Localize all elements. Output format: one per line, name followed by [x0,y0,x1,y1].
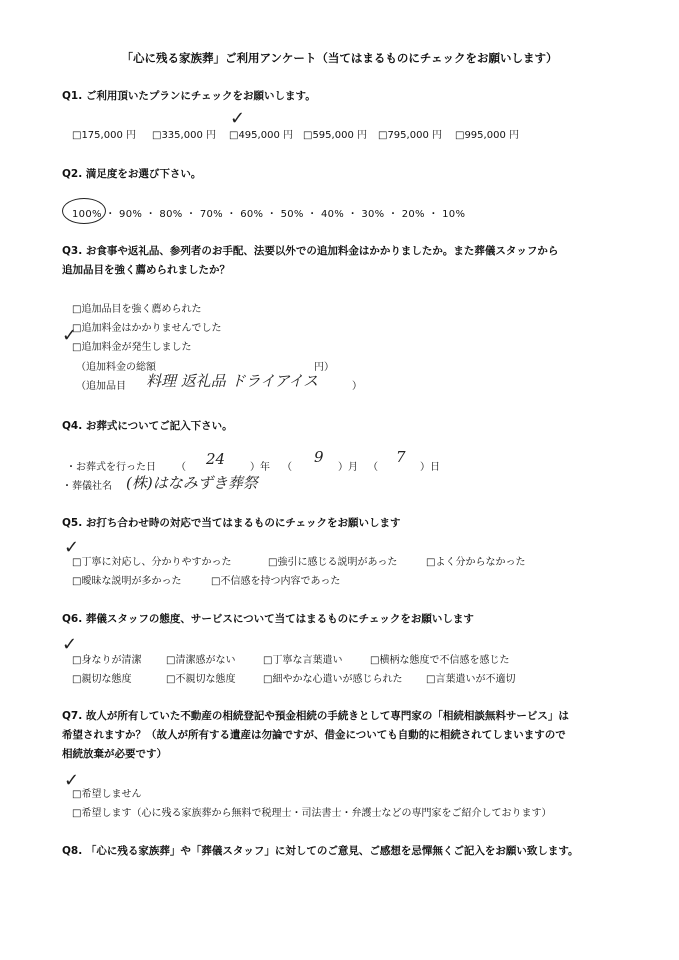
checkmark-icon: ✓ [64,537,80,558]
q5-option-distrust[interactable]: □不信感を持つ内容であった [211,576,341,587]
q6-option-considerate[interactable]: □細やかな心遣いが感じられた [263,674,403,685]
checkmark-icon: ✓ [64,770,80,791]
q4-year-unit: ）年 [250,462,270,473]
q3-items-handwritten: 料理 返礼品 ドライアイス [146,372,319,390]
checkmark-icon: ✓ [62,634,78,655]
q6-option-unclean[interactable]: □清潔感がない [166,655,236,666]
q4-year-value: 24 [206,450,226,468]
q4-day-unit: ）日 [420,462,440,473]
q1-option-335000[interactable]: □335,000 円 [152,130,216,141]
q7-question-line2: 希望されますか？（故人が所有する遺産は勿論ですが、借金についても自動的に相続されてしまいますので [62,729,566,741]
q3-total-label: （追加料金の総額 [76,362,156,373]
q3-option-no-extra[interactable]: □追加料金はかかりませんでした [72,323,222,334]
q2-satisfaction-scale[interactable]: 100% ・ 90% ・ 80% ・ 70% ・ 60% ・ 50% ・ 40% ・ 30% ・ 20% ・ 10% [72,209,466,220]
q3-option-extra-charged[interactable]: □追加料金が発生しました [72,342,192,353]
q6-option-unkind[interactable]: □不親切な態度 [166,674,236,685]
q4-month-value: 9 [314,448,324,466]
q5-option-vague[interactable]: □曖昧な説明が多かった [72,576,182,587]
q4-month-unit: ）月 [338,462,358,473]
q4-day-value: 7 [396,448,406,466]
q6-option-polite-speech[interactable]: □丁寧な言葉遣い [263,655,343,666]
q6-option-kind[interactable]: □親切な態度 [72,674,132,685]
q4-month-open: （ [282,462,292,473]
checkmark-icon: ✓ [230,108,246,129]
q6-option-arrogant[interactable]: □横柄な態度で不信感を感じた [370,655,510,666]
q1-option-495000[interactable]: □495,000 円 [229,130,293,141]
q3-question-line2: 追加品目を強く薦められましたか？ [62,264,230,276]
q1-option-175000[interactable]: □175,000 円 [72,130,136,141]
q8-question: Q8. 「心に残る家族葬」や「葬儀スタッフ」に対してのご意見、ご感想を忌憚無くご記入をお願い致します。 [62,845,579,857]
q3-items-label: （追加品目 [76,381,126,392]
q1-option-595000[interactable]: □595,000 円 [303,130,367,141]
q5-option-polite[interactable]: □丁寧に対応し、分かりやすかった [72,557,232,568]
q3-items-close: ） [352,381,362,392]
q3-option-pushed[interactable]: □追加品目を強く薦められた [72,304,202,315]
q1-question: Q1. ご利用頂いたプランにチェックをお願いします。 [62,90,316,102]
q4-company-value: (株)はなみずき葬祭 [126,474,258,492]
q4-year-open: （ [176,462,186,473]
checkmark-icon: ✓ [62,325,78,346]
q1-option-995000[interactable]: □995,000 円 [455,130,519,141]
q1-option-795000[interactable]: □795,000 円 [378,130,442,141]
q5-question: Q5. お打ち合わせ時の対応で当てはまるものにチェックをお願いします [62,517,401,529]
q2-question: Q2. 満足度をお選び下さい。 [62,168,202,180]
q6-question: Q6. 葬儀スタッフの態度、サービスについて当てはまるものにチェックをお願いします [62,613,474,625]
q6-option-neat[interactable]: □身なりが清潔 [72,655,142,666]
q7-option-decline[interactable]: □希望しません [72,789,142,800]
q4-day-open: （ [368,462,378,473]
q5-option-unclear[interactable]: □よく分からなかった [426,557,526,568]
q3-total-unit: 円） [314,362,334,373]
q3-question-line1: Q3. お食事や返礼品、参列者のお手配、法要以外での追加料金はかかりましたか。また葬儀スタッフから [62,245,559,257]
q4-date-label: ・お葬式を行った日 [66,462,156,473]
q5-option-pushy[interactable]: □強引に感じる説明があった [268,557,398,568]
q6-option-rude-speech[interactable]: □言葉遣いが不適切 [426,674,516,685]
q7-question-line1: Q7. 故人が所有していた不動産の相続登記や預金相続の手続きとして専門家の「相続相談無料サービス」は [62,710,569,722]
q4-company-label: ・葬儀社名 [62,481,112,492]
q7-option-request[interactable]: □希望します（心に残る家族葬から無料で税理士・司法書士・弁護士などの専門家をご紹介しております） [72,808,552,819]
survey-title: 「心に残る家族葬」ご利用アンケート（当てはまるものにチェックをお願いします） [121,51,558,65]
q4-question: Q4. お葬式についてご記入下さい。 [62,420,233,432]
q7-question-line3: 相続放棄が必要です） [62,748,167,760]
selection-circle-icon [62,198,106,224]
